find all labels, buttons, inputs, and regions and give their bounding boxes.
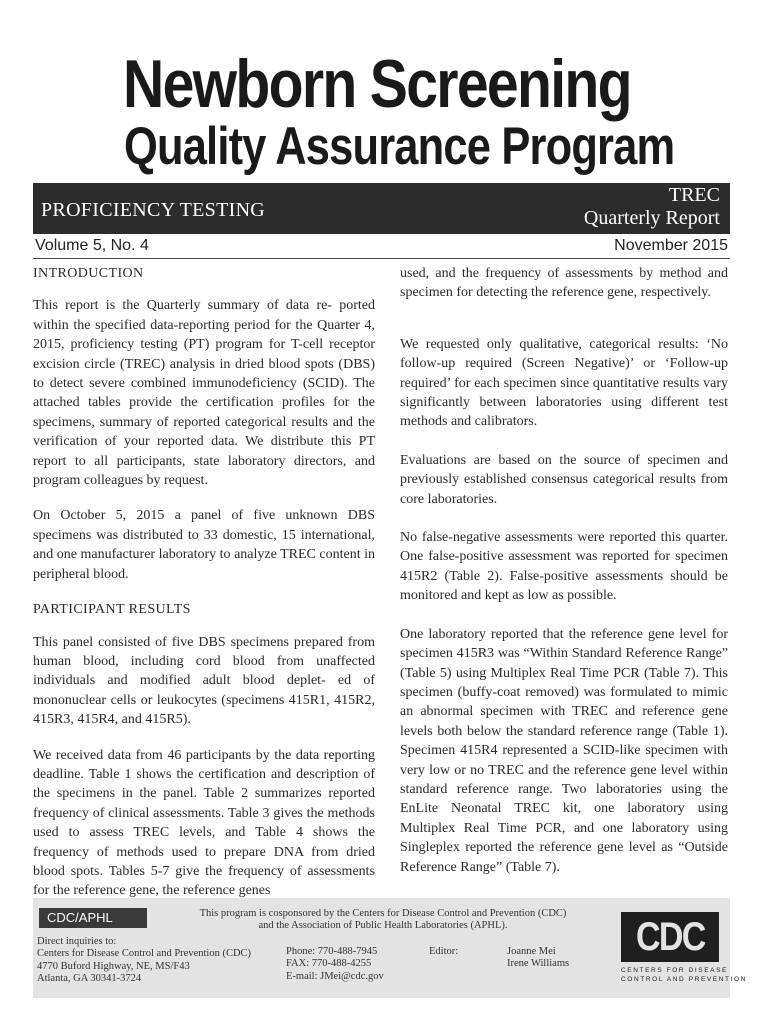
email-address[interactable]: E-mail: JMei@cdc.gov <box>286 970 384 982</box>
right-column <box>400 264 728 896</box>
results-paragraph-1: This panel consisted of five DBS specimens prepared from human blood, including cord blood from unaffected individuals and modified adult blood deplet- ed of mononuclear cells or leukocytes (specimens 415R1, 415R2, 415R3, 415R4, and 415R5). <box>33 634 375 728</box>
editor-label: Editor: <box>429 946 459 957</box>
contact-info <box>286 946 384 983</box>
editor-name-1: Joanne Mei <box>507 946 556 957</box>
cdc-logo-caption <box>621 966 747 984</box>
results-paragraph-2: We received data from 46 participants by the data reporting deadline. Table 1 shows the certification and description of the specimens in the panel. Table 2 summarizes reported frequency of clinical assessments. Table 3 gives the methods used to assess TREC levels, and Table 4 shows the frequency of methods used to prepare DNA from dried blood spots. Tables 5-7 give the frequency of assessments for the reference gene, the reference genes <box>33 747 375 899</box>
participant-results-heading: PARTICIPANT RESULTS <box>33 602 191 618</box>
cosponsor-line-2: and the Association of Public Health Laboratories (APHL). <box>258 920 508 932</box>
address-city: Atlanta, GA 30341-3724 <box>37 973 142 985</box>
right-paragraph-1: used, and the frequency of assessments by method and specimen for detecting the reference gene, respectively. <box>400 266 728 301</box>
cdc-logo-caption-line1: CENTERS FOR DISEASE <box>621 967 728 974</box>
issue-info-row <box>33 236 730 259</box>
footer <box>33 898 747 998</box>
mailing-address <box>37 936 251 986</box>
right-paragraph-5: One laboratory reported that the reference gene level for specimen 415R3 was “Within Standard Reference Range” (Table 5) using Multiplex Real Time PCR (Table 7). This specimen (buffy-coat removed) was formulated to mimic an abnormal specimen with TREC and reference gene levels both below the standard reference range (Table 1). Specimen 415R4 represented a SCID-like specimen with very low or no TREC and the reference gene level within standard reference range. Two laboratories using the EnLite Neonatal TREC kit, one laboratory using Multiplex Real Time PCR, and one laboratory using Singleplex reported the reference gene level as “Outside Reference Range” (Table 7). <box>400 626 728 875</box>
cosponsor-note <box>173 908 593 933</box>
volume-number: Volume 5, No. 4 <box>35 237 149 254</box>
issue-date: November 2015 <box>614 237 728 254</box>
right-paragraph-2: We requested only qualitative, categorical results: ‘No follow-up required (Screen Negative)’ or ‘Follow-up required’ for each specimen since quantitative results vary significantly between laboratories using different test methods and calibrators. <box>400 336 728 430</box>
cosponsor-line-1: This program is cosponsored by the Centers for Disease Control and Prevention (CDC) <box>199 908 567 919</box>
banner-proficiency-testing: PROFICIENCY TESTING <box>41 199 266 221</box>
direct-inquiries-label: Direct inquiries to: <box>37 936 117 947</box>
fax-number: FAX: 770-488-4255 <box>286 958 372 970</box>
cdc-aphl-badge: CDC/APHL <box>39 908 147 928</box>
introduction-heading: INTRODUCTION <box>33 266 144 281</box>
editor-names <box>507 946 569 971</box>
masthead-title-line2: Quality Assurance Program <box>124 117 675 176</box>
banner-quarterly-report: Quarterly Report <box>583 207 720 229</box>
section-banner <box>33 183 730 234</box>
right-paragraph-4: No false-negative assessments were reported this quarter. One false-positive assessment was reported for specimen 415R2 (Table 2). False-positive assessments should be monitored and kept as low as possible. <box>400 530 728 604</box>
address-street: 4770 Buford Highway, NE, MS/F43 <box>37 960 190 972</box>
cdc-logo-mark <box>621 912 719 962</box>
cdc-logo-letters: CDC <box>635 915 705 959</box>
left-column <box>33 264 375 917</box>
editor-name-2: Irene Williams <box>507 958 570 970</box>
introduction-paragraph-1: This report is the Quarterly summary of data re- ported within the specified data-reporting period for the Quarter 4, 2015, proficiency testing (PT) program for T-cell receptor excision circle (TREC) analysis in dried blood spots (DBS) to detect severe combined immunodeficiency (SCID). The attached tables provide the certification profiles for the specimens, summary of reported categorical results and the verification of your reported data. We distribute this PT report to all participants, state laboratory directors, and program colleagues by request. <box>33 298 375 489</box>
introduction-paragraph-2: On October 5, 2015 a panel of five unknown DBS specimens was distributed to 33 domestic, 15 international, and one manufacturer laboratory to analyze TREC content in peripheral blood. <box>33 508 375 582</box>
cdc-logo <box>621 912 747 986</box>
right-paragraph-3: Evaluations are based on the source of specimen and previously established consensus categorical results from core laboratories. <box>400 452 728 507</box>
banner-trec: TREC <box>668 184 720 206</box>
address-organization: Centers for Disease Control and Prevention (CDC) <box>37 948 252 960</box>
masthead-title-line1: Newborn Screening <box>123 46 631 122</box>
cdc-logo-caption-line2: CONTROL AND PREVENTION <box>621 976 747 983</box>
phone-number: Phone: 770-488-7945 <box>286 946 378 957</box>
